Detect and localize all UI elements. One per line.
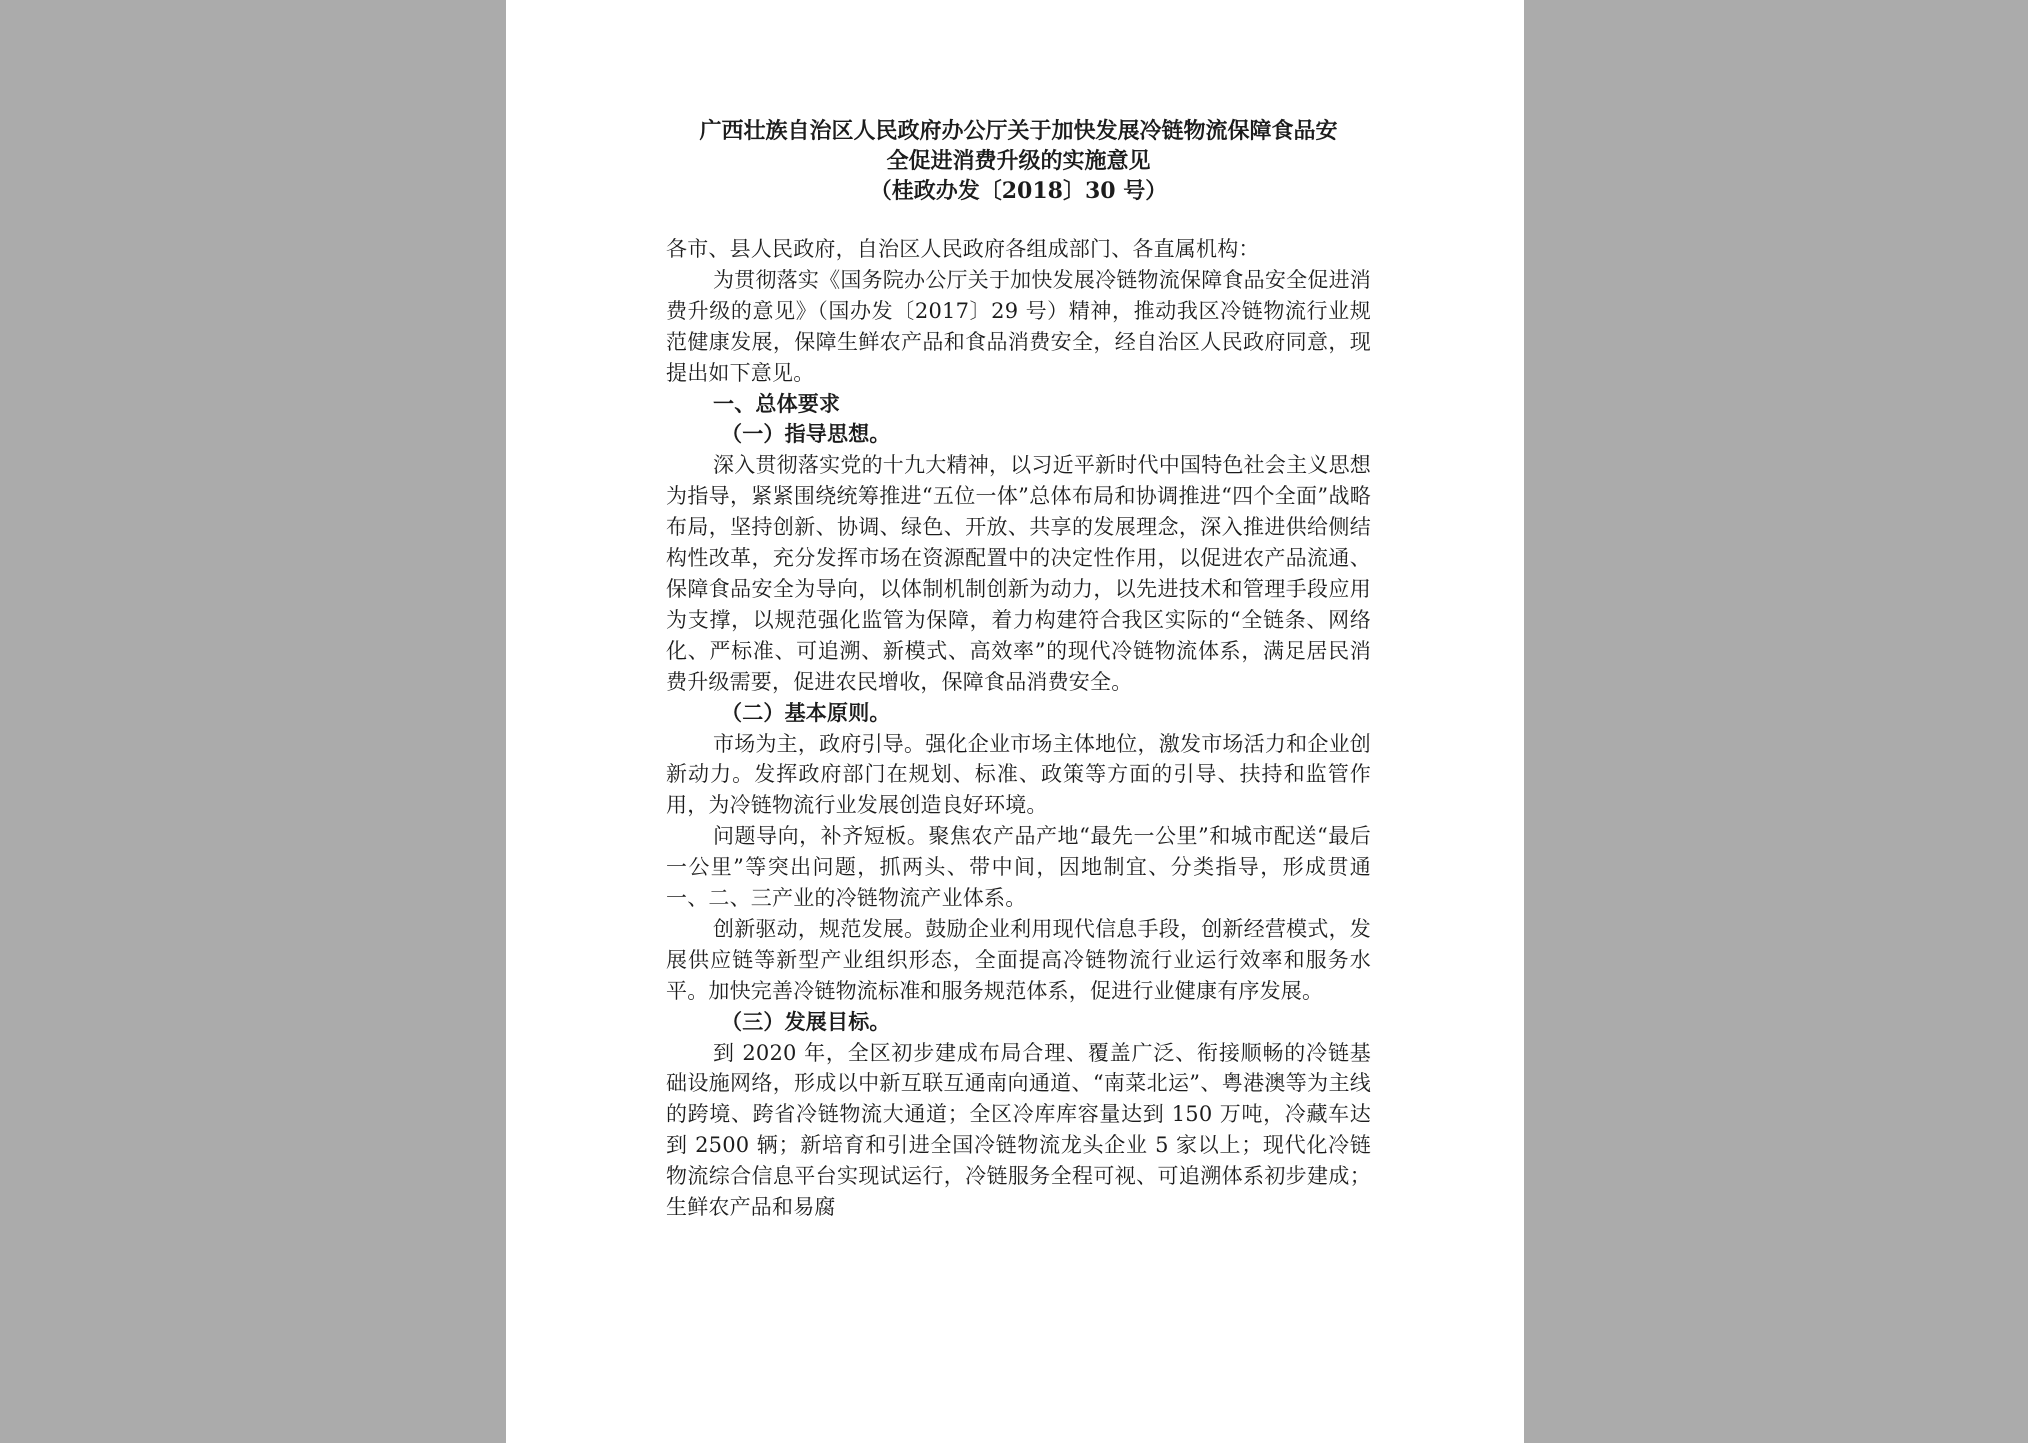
goals-paragraph: 到 2020 年，全区初步建成布局合理、覆盖广泛、衔接顺畅的冷链基础设施网络，形成以中新互联互通南向通道、“南菜北运”、粤港澳等为主线的跨境、跨省冷链物流大通道；全区冷库库容量达到 150 万吨，冷藏车达到 2500 辆；新培育和引进全国冷链物流龙头企业 5 家以上；现代化冷链物流综合信息平台实现试运行，冷链服务全程可视、可追溯体系初步建成；生鲜农产品和易腐 xyxy=(666,1040,1371,1220)
title-line-1: 广西壮族自治区人民政府办公厅关于加快发展冷链物流保障食品安 xyxy=(699,118,1338,144)
title-line-2: 全促进消费升级的实施意见 xyxy=(886,148,1151,174)
subsection-heading-3: （三）发展目标。 xyxy=(721,1008,891,1034)
document-number: （桂政办发〔2018〕30 号） xyxy=(869,178,1168,204)
intro-paragraph: 为贯彻落实《国务院办公厅关于加快发展冷链物流保障食品安全促进消费升级的意见》（国办发〔2017〕29 号）精神，推动我区冷链物流行业规范健康发展，保障生鲜农产品和食品消费安全，经自治区人民政府同意，现提出如下意见。 xyxy=(666,267,1371,385)
page-content xyxy=(666,116,1371,1223)
principle-paragraph-3: 创新驱动，规范发展。鼓励企业利用现代信息手段，创新经营模式，发展供应链等新型产业组织形态，全面提高冷链物流行业运行效率和服务水平。加快完善冷链物流标准和服务规范体系，促进行业健康有序发展。 xyxy=(666,916,1371,1003)
guiding-ideology-paragraph: 深入贯彻落实党的十九大精神，以习近平新时代中国特色社会主义思想为指导，紧紧围绕统筹推进“五位一体”总体布局和协调推进“四个全面”战略布局，坚持创新、协调、绿色、开放、共享的发展理念，深入推进供给侧结构性改革，充分发挥市场在资源配置中的决定性作用，以促进农产品流通、保障食品安全为导向，以体制机制创新为动力，以先进技术和管理手段应用为支撑，以规范强化监管为保障，着力构建符合我区实际的“全链条、网络化、严标准、可追溯、新模式、高效率”的现代冷链物流体系，满足居民消费升级需要，促进农民增收，保障食品消费安全。 xyxy=(666,453,1371,694)
principle-paragraph-1: 市场为主，政府引导。强化企业市场主体地位，激发市场活力和企业创新动力。发挥政府部门在规划、标准、政策等方面的引导、扶持和监管作用，为冷链物流行业发展创造良好环境。 xyxy=(666,731,1371,818)
document-title xyxy=(666,116,1371,206)
subsection-heading-1: （一）指导思想。 xyxy=(721,421,891,447)
section-heading-1: 一、总体要求 xyxy=(713,390,841,416)
subsection-heading-2: （二）基本原则。 xyxy=(721,699,891,725)
salutation: 各市、县人民政府，自治区人民政府各组成部门、各直属机构： xyxy=(666,237,1260,261)
principle-paragraph-2: 问题导向，补齐短板。聚焦农产品产地“最先一公里”和城市配送“最后一公里”等突出问题，抓两头、带中间，因地制宜、分类指导，形成贯通一、二、三产业的冷链物流产业体系。 xyxy=(666,824,1371,911)
document-page xyxy=(506,0,1524,1443)
